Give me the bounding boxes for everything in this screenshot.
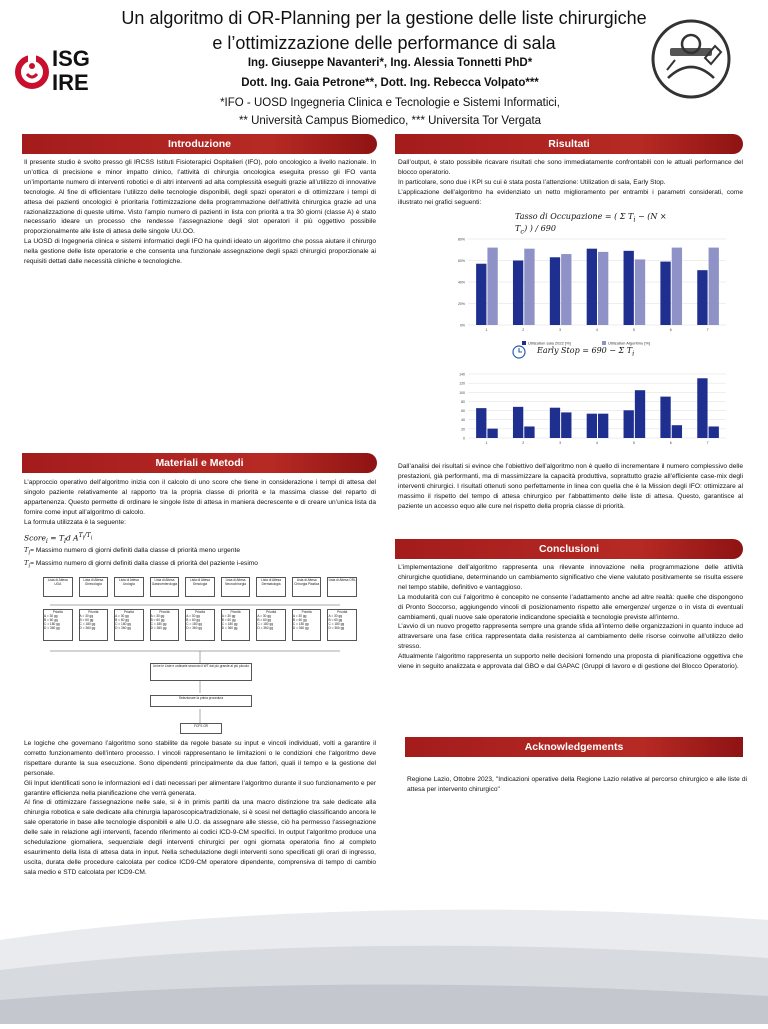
y-tick-label: 40% xyxy=(457,280,465,285)
priority-line: A = 30 gg xyxy=(44,614,58,618)
bar-1 xyxy=(624,410,634,438)
waiting-list-box: Lista di Attesa Neurochirurgia xyxy=(221,577,251,597)
bar-2 xyxy=(709,426,719,438)
early-stop-chart xyxy=(452,368,732,448)
results-text-top xyxy=(398,158,743,208)
occupancy-formula-label: Tasso di Occupazione xyxy=(515,212,603,221)
methods-paragraph-3: Le logiche che governano l’algoritmo sono stabilite da regole basate su input e vincoli individuati, volti a garantire il corretto funzionamento dell’intero processo. I vincoli rappresentano le limitazioni o le condizioni che l’algoritmo deve rispettare durante la sua esecuzione. Sono dipendenti principalmente da due fattori, quali il tempo e la gestione del personale. xyxy=(24,740,376,777)
priority-line: B = 60 gg xyxy=(150,618,165,622)
priority-line: A = 30 gg xyxy=(328,614,342,618)
priority-line: C = 180 gg xyxy=(186,622,202,626)
priority-box xyxy=(79,609,109,641)
bar-2 xyxy=(709,248,719,325)
priority-line: B = 60 gg xyxy=(44,618,58,622)
score-formula-label: Score xyxy=(24,533,46,543)
x-tick-label: 3 xyxy=(559,328,562,332)
section-title-acknowledgements: Acknowledgements xyxy=(405,737,743,757)
x-tick-label: 1 xyxy=(485,441,488,445)
bar-2 xyxy=(561,412,571,438)
decorative-wave xyxy=(0,900,768,1024)
bar-2 xyxy=(635,259,645,325)
bar-1 xyxy=(660,262,670,325)
y-tick-label: 0% xyxy=(459,323,465,328)
x-tick-label: 6 xyxy=(669,441,672,445)
priority-line: B = 60 gg xyxy=(257,618,272,622)
utilization-chart xyxy=(452,235,732,347)
x-tick-label: 5 xyxy=(632,441,635,445)
waiting-list-box: Lista di Attesa Dermatologia xyxy=(256,577,286,597)
priority-title: Priorità xyxy=(88,610,99,614)
y-tick-label: 20 xyxy=(461,427,465,432)
y-tick-label: 60% xyxy=(457,259,465,263)
y-tick-label: 0 xyxy=(463,436,465,441)
y-tick-label: 20% xyxy=(457,302,465,306)
priority-title: Priorità xyxy=(301,610,312,614)
waiting-list-box: Lista di Attesa ORL xyxy=(327,577,357,597)
priority-line: A = 30 gg xyxy=(79,614,94,618)
priority-line: A = 30 gg xyxy=(186,614,200,618)
methods-text-bottom xyxy=(24,739,376,878)
priority-line: A = 30 gg xyxy=(221,614,236,618)
bar-2 xyxy=(487,248,497,325)
affiliation-line1: *IFO - UOSD Ingegneria Clinica e Tecnologie e Sistemi Informatici, xyxy=(220,97,560,109)
methods-paragraph-1: L’approccio operativo dell’algoritmo inizia con il calcolo di uno score che tiene in considerazione i tempi di attesa del singolo paziente relativamente al rapporto tra la propria classe di priorità e la massima classe del reparto di appartenenza. Questo permette di ordinare le singole liste di attesa in maniera decrescente e di creare un’unica lista da fornire come input all’algoritmo di calcolo. xyxy=(24,479,376,516)
priority-box xyxy=(150,609,180,641)
section-title-risultati: Risultati xyxy=(395,134,743,154)
bar-1 xyxy=(476,264,486,325)
conclusions-paragraph-2: La modularità con cui l’algoritmo è concepito ne consente l’adattamento anche ad altre realtà: quelle che dispongono di Pronto Soccorso, aggiungendo vincoli di posizionamento rispetto alle emergenze/ urgenze o in vista di eventuali cambiamenti, quali nuove sale operatorie indicandone specialità e tecnologie previste all’interno. xyxy=(398,593,743,621)
isgire-logo xyxy=(14,48,110,98)
poster-title-line1: Un algoritmo di OR-Planning per la gestione delle liste chirurgiche xyxy=(121,8,647,28)
priority-title: Priorità xyxy=(266,610,277,614)
y-tick-label: 80% xyxy=(457,237,465,242)
legend-label: Utilization sala 2022 [%] xyxy=(528,340,571,346)
bar-1 xyxy=(587,414,597,438)
score-formula: Score$_i$ = $T_ld$ $A^{T_l/T_i}$ xyxy=(24,532,93,545)
x-tick-label: 3 xyxy=(559,441,562,445)
waiting-list-box: Lista di Attesa Urologia xyxy=(114,577,144,597)
bar-2 xyxy=(598,414,608,438)
bar-2 xyxy=(561,254,571,325)
priority-line: C = 180 gg xyxy=(115,622,131,626)
algorithm-flow-diagram xyxy=(40,575,360,735)
methods-paragraph-2: La formula utilizzata è la seguente: xyxy=(24,518,126,526)
intro-text xyxy=(24,158,376,267)
surgeon-robot-icon xyxy=(650,18,732,100)
definition-tl: = Massimo numero di giorni definiti dalla classe di priorità meno urgente xyxy=(30,547,240,554)
affiliation-line2: ** Università Campus Biomedico, *** Universita Tor Vergata xyxy=(238,115,542,127)
priority-line: D = 360 gg xyxy=(221,626,238,630)
y-tick-label: 80 xyxy=(461,399,465,404)
x-tick-label: 4 xyxy=(596,441,598,445)
waiting-list-box: Lista di Attesa Gastroenterologia xyxy=(150,577,180,597)
priority-line: D = 360 gg xyxy=(115,626,131,630)
methods-paragraph-4: Gli Input identificati sono le informazioni ed i dati necessari per alimentare l’algoritmo durante il suo funzionamento e per garantire efficienza nella pianificazione che verrà generata. xyxy=(24,779,376,797)
x-tick-label: 7 xyxy=(706,441,709,445)
priority-title: Priorità xyxy=(159,610,170,614)
select-procedure-box: Selezionare la prima procedura xyxy=(150,695,252,707)
priority-line: A = 30 gg xyxy=(292,614,307,618)
bar-1 xyxy=(476,408,486,438)
priority-title: Priorità xyxy=(52,610,63,614)
x-tick-label: 6 xyxy=(669,328,672,332)
results-text-bottom: Dall’analisi dei risultati si evince che l’obiettivo dell’algoritmo non è quello di incrementare il numero complessivo delle prestazioni, già performanti, ma di massimizzare la capacità produttiva, soprattutto grazie all’efficiente case-mix degli interventi chirurgici. I risultati ottenuti sono perfettamente in linea con quella che è la Mission degli IFO: ottimizzare al massimo il rispetto del tempo di attesa chirurgico per l’abbattimento delle liste di attesa. Questo, garantisce al paziente un accesso equo alle cure nel rispetto della propria classe di priorità. xyxy=(398,463,743,510)
results-paragraph-3: L’applicazione dell’algoritmo ha evidenziato un netto miglioramento per entrambi i parametri considerati, come illustrato nei grafici seguenti: xyxy=(398,188,743,206)
legend-label: Utilization Algoritmo [%] xyxy=(608,340,651,346)
authors-line2: Dott. Ing. Gaia Petrone**, Dott. Ing. Rebecca Volpato*** xyxy=(241,77,539,89)
priority-line: C = 180 gg xyxy=(150,622,167,626)
priority-box xyxy=(292,609,322,641)
y-tick-label: 120 xyxy=(459,381,465,386)
bar-1 xyxy=(660,397,670,438)
priority-box xyxy=(43,609,73,641)
results-paragraph-1: Dall’output, è stato possibile ricavare risultati che sono immediatamente confrontabili con le attuali performance del blocco operatorio. xyxy=(398,159,743,176)
priority-title: Priorità xyxy=(194,610,206,614)
priority-line: A = 30 gg xyxy=(115,614,129,618)
y-tick-label: 40 xyxy=(461,418,465,423)
conclusions-paragraph-3: L’avvio di un nuovo progetto rappresenta sempre una grande sfida all’interno delle organizzazioni in quanto induce ad attraversare una fase critica rappresentata dalla resistenza al cambiamento delle risorse coinvolte all’utilizzo dello stresso. xyxy=(398,623,743,651)
bar-2 xyxy=(635,390,645,438)
x-tick-label: 5 xyxy=(632,328,635,332)
bar-2 xyxy=(524,426,534,438)
logo-text-bottom: IRE xyxy=(52,70,89,95)
y-tick-label: 100 xyxy=(459,390,465,395)
x-tick-label: 2 xyxy=(522,328,525,332)
bar-1 xyxy=(624,251,634,325)
priority-line: B = 60 gg xyxy=(221,618,236,622)
priority-line: B = 60 gg xyxy=(328,618,343,622)
bar-1 xyxy=(550,408,560,438)
priority-box xyxy=(221,609,251,641)
definition-ti: = Massimo numero di giorni definiti dalla classe di priorità del paziente i-esimo xyxy=(30,560,258,568)
authors-line1: Ing. Giuseppe Navanteri*, Ing. Alessia Tonnetti PhD* xyxy=(247,57,533,69)
intro-paragraph-2: La UOSD di Ingegneria clinica e sistemi informatici degli IFO ha quindi ideato un algoritmo che possa aiutare il chirurgo nella gestione delle liste operatorie e che consenta una funzionale assegnazione degli spazi chirurgici proporzionale ai requisiti dettati dalle necessità cliniche e tecnologiche. xyxy=(24,238,376,266)
section-title-introduzione: Introduzione xyxy=(22,134,377,154)
legend-swatch xyxy=(602,341,606,345)
x-tick-label: 7 xyxy=(706,328,709,332)
bar-1 xyxy=(550,257,560,325)
formula-definitions: $T_l=$ Massimo numero di giorni definiti dalla classe di priorità meno urgente $T_i=$ Massimo numero di giorni definiti dalla classe di priorità del paziente i-esimo xyxy=(24,546,258,570)
bar-2 xyxy=(672,248,682,325)
x-tick-label: 1 xyxy=(485,328,488,332)
early-stop-formula-label: Early Stop xyxy=(537,346,580,355)
priority-box xyxy=(185,609,215,641)
early-stop-formula: Early Stop = 690 − Σ $T_i$ xyxy=(537,346,635,358)
priority-title: Priorità xyxy=(337,610,348,614)
bar-1 xyxy=(513,261,523,326)
priority-line: A = 30 gg xyxy=(257,614,271,618)
priority-line: C = 180 gg xyxy=(44,622,60,626)
methods-text-top xyxy=(24,478,376,528)
results-paragraph-2: In particolare, sono due i KPI su cui è stata posta l’attenzione: Utilization di sala, Early Stop. xyxy=(398,178,666,186)
waiting-list-box: Lista di Attesa Chirurgia Plastica xyxy=(292,577,322,597)
priority-line: B = 60 gg xyxy=(292,618,307,622)
logo-text-top: ISG xyxy=(52,46,90,71)
clock-icon xyxy=(512,345,526,364)
priority-line: D = 360 gg xyxy=(186,626,202,630)
bar-2 xyxy=(487,429,497,438)
x-tick-label: 4 xyxy=(596,328,598,332)
bar-1 xyxy=(513,407,523,438)
priority-title: Priorità xyxy=(123,610,134,614)
priority-line: D = 360 gg xyxy=(257,626,274,630)
merge-lists-box: Unire le Liste e ordinarle secondo il WT dal più grande al più piccolo xyxy=(150,663,252,681)
priority-line: B = 60 gg xyxy=(79,618,94,622)
y-tick-label: 60 xyxy=(461,409,465,414)
x-tick-label: 2 xyxy=(522,441,525,445)
priority-line: A = 30 gg xyxy=(150,614,165,618)
bar-2 xyxy=(524,249,534,325)
conclusions-paragraph-1: L’implementazione dell’algoritmo rappresenta una rilevante innovazione nella programmazione delle attività chirurgiche quotidiane, determinando un cambiamento significativo che viene valutato positivamente se risulta essere nel tempo stabile, definitivo e vantaggioso. xyxy=(398,564,743,591)
priority-line: D = 360 gg xyxy=(292,626,309,630)
priority-line: B = 60 gg xyxy=(186,618,200,622)
methods-paragraph-5: Al fine di ottimizzare l’assegnazione nelle sale, si è in primis partiti da una macro distinzione tra sale dedicate alla chirurgia robotica e sale dedicate alla chirurgia laparoscopica/tradizionale, si è scesi nel dettaglio classificando ancora le sale operatorie in base alle tecnologie disponibili e alle U.O. da assegnare alle stesse, ciò ha permesso l’assegnazione delle sale in relazione agli interventi, facendo riferimento ai codici ICD-9-CM specifici. In output l’algoritmo produce una schedulazione giornaliera, sequenziale degli interventi chirurgici per ogni giornata operatoria fino al completo esaurimento della lista di attesa data in input. Nella schedulazione degli interventi sono specificati gli orari di ingresso, uscita, durata delle procedure calcolata per codice ICD9-CM operatore dipendente, comprensiva di tempo di cambio sala medio e STD calcolata per ICD9-CM. xyxy=(24,799,376,876)
priority-line: C = 180 gg xyxy=(292,622,309,626)
fcfs-box: FCFS OR xyxy=(180,723,222,734)
acknowledgements-text: Regione Lazio, Ottobre 2023, "Indicazioni operative della Regione Lazio relative al percorso chirurgico e alle liste di attesa per intervento chirurgico" xyxy=(407,776,747,793)
bar-1 xyxy=(587,249,597,325)
waiting-list-box: Lista di Attesa Ginecologia xyxy=(79,577,109,597)
bar-1 xyxy=(697,378,707,438)
waiting-list-box: Lista di Attesa UOA xyxy=(43,577,73,597)
occupancy-formula: Tasso di Occupazione = ( Σ $T_i - (N \times T_c)$ ) / 690 xyxy=(515,212,667,236)
conclusions-paragraph-4: Attualmente l’algoritmo rappresenta un supporto nelle decisioni fornendo una proposta di pianificazione oggettiva che viene in seguito analizzata e approvata dal GBO e dal GAPAC (Gruppi di lavoro e di gestione del Blocco Operatorio). xyxy=(398,653,743,671)
intro-paragraph-1: Il presente studio è svolto presso gli IRCSS Istituti Fisioterapici Ospitalieri (IFO), polo oncologico a livello nazionale. In un’ottica di precisione e minor impatto clinico, l’attività di chirurgia oncologica eseguita presso gli IFO vanta un’importante numero di interventi robotici e di altri interventi ad alta complessità eseguiti grazie all’utilizzo di innovative tecnologie. Al fine di efficientare l’utilizzo delle tecnologie disponibili, degli spazi operatori e di ottimizzare i tempi di attesa dei pazienti oncologici è prioritaria l’ottimizzazione della programmazione dell’attività chirurgica grazie ad una razionalizzazione di queste ultime. Visto l’ampio numero di pazienti in lista con priorità a tra 30 giorni (classe A) è stato necessario ideare un processo che rendesse l’assegnazione degli slot operatori il più oggettivo possibile proporzionalmente alle liste di attesa delle singole UU.OO. xyxy=(24,159,376,236)
section-title-metodi: Materiali e Metodi xyxy=(22,453,377,473)
poster-title-line2: e l’ottimizzazione delle performance di sala xyxy=(212,33,556,53)
priority-line: C = 180 gg xyxy=(257,622,274,626)
section-title-conclusioni: Conclusioni xyxy=(395,539,743,559)
priority-line: C = 180 gg xyxy=(79,622,96,626)
priority-line: D = 360 gg xyxy=(79,626,96,630)
priority-line: D = 360 gg xyxy=(150,626,167,630)
priority-line: D = 360 gg xyxy=(44,626,60,630)
priority-box xyxy=(256,609,286,641)
priority-line: C = 180 gg xyxy=(221,622,238,626)
priority-box xyxy=(114,609,144,641)
priority-line: D = 360 gg xyxy=(328,626,345,630)
priority-line: B = 60 gg xyxy=(115,618,129,622)
y-tick-label: 140 xyxy=(459,372,465,377)
bar-2 xyxy=(598,252,608,325)
conclusions-text xyxy=(398,563,743,672)
priority-line: C = 180 gg xyxy=(328,622,345,626)
priority-box xyxy=(327,609,357,641)
bar-1 xyxy=(697,270,707,325)
priority-title: Priorità xyxy=(230,610,241,614)
waiting-list-box: Lista di Attesa Senologia xyxy=(185,577,215,597)
bar-2 xyxy=(672,425,682,438)
